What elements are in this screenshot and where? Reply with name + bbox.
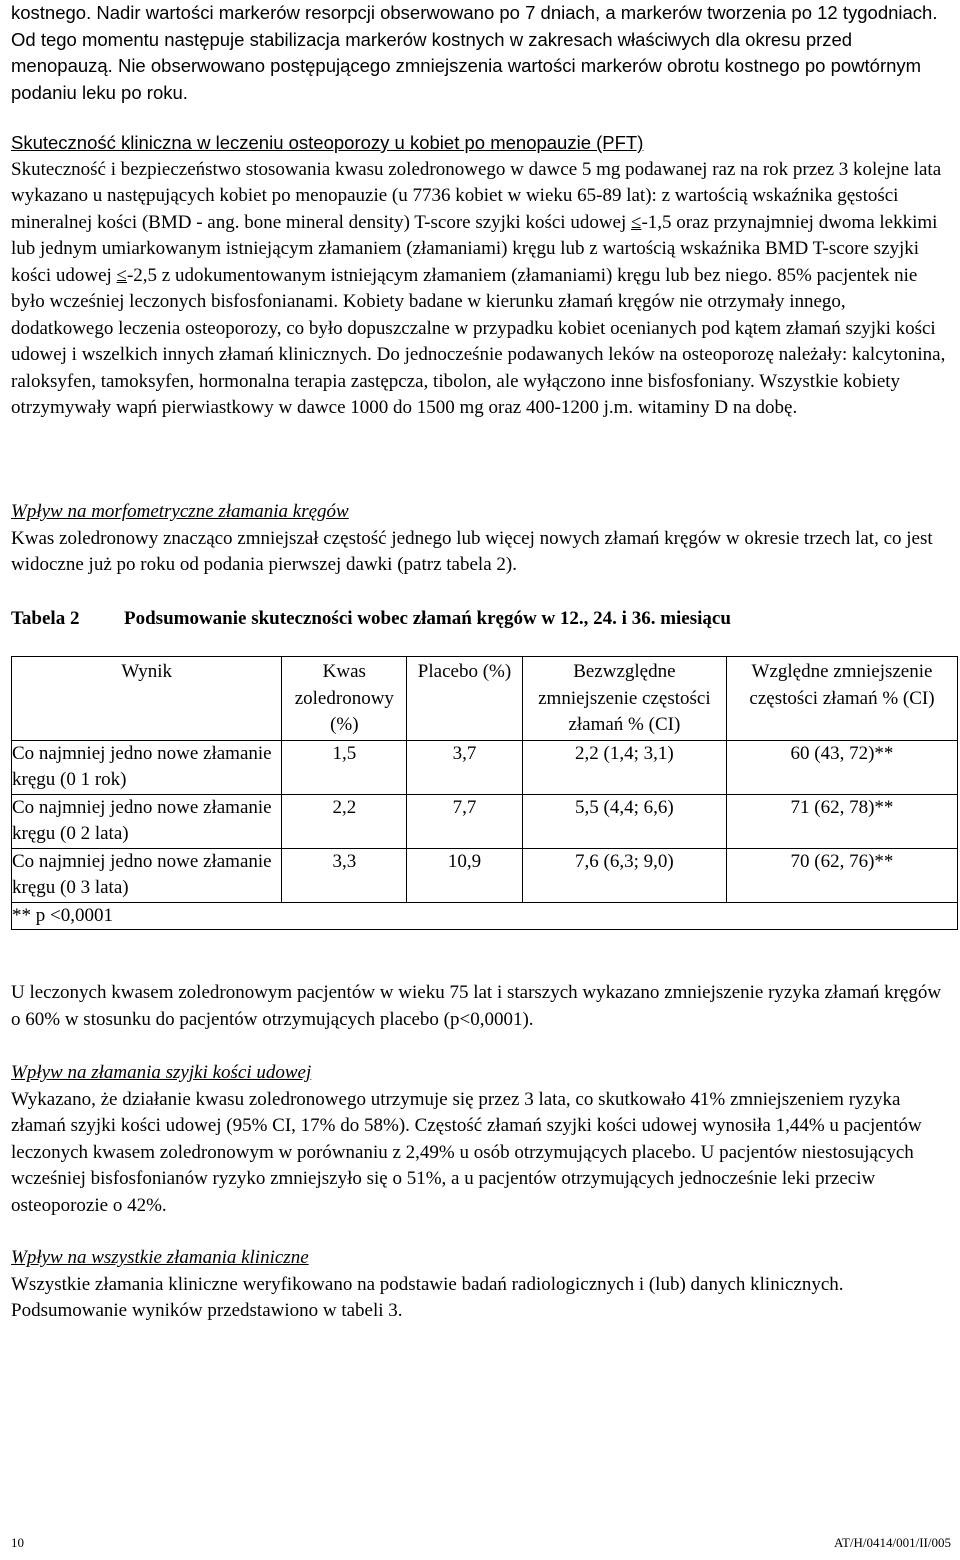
pft-heading: Skuteczność kliniczna w leczeniu osteoporozy u kobiet po menopauzie (PFT) (11, 132, 644, 153)
header-placebo: Placebo (%) (407, 657, 523, 741)
table-row (12, 740, 958, 794)
cell-placebo: 7,7 (407, 794, 523, 848)
table-row (12, 848, 958, 902)
intro-paragraph: kostnego. Nadir wartości markerów resorpcji obserwowano po 7 dniach, a markerów tworzenia po 12 tygodniach. Od tego momentu następuje stabilizacja markerów kostnych w zakresach właściwych dla okresu przed menopauzą. Nie obserwowano postępującego zmniejszenia wartości markerów obrotu kostnego po powtórnym podaniu leku po roku. (11, 2, 938, 103)
pft-section (11, 130, 951, 422)
le-symbol: ≤ (631, 211, 642, 233)
cell-absolute: 7,6 (6,3; 9,0) (522, 848, 726, 902)
page-number: 10 (11, 1535, 24, 1550)
header-zoledronic: Kwas zoledronowy (%) (282, 657, 407, 741)
morphometric-section (11, 499, 951, 579)
morphometric-paragraph: Kwas zoledronowy znacząco zmniejszał częstość jednego lub więcej nowych złamań kręgów w okresie trzech lat, co jest widoczne już po roku od podania pierwszej dawki (patrz tabela 2). (11, 527, 933, 575)
pft-text-part2: -1,5 oraz przynajmniej dwoma lekkimi lub jednym umiarkowanym istniejącym złamaniem (złamaniami) kręgu lub z wartością wskaźnika BMD T-score szyjki kości udowej (11, 211, 938, 286)
hip-fracture-section (11, 1060, 951, 1219)
table-label: Tabela 2 (11, 608, 80, 629)
cell-absolute: 5,5 (4,4; 6,6) (522, 794, 726, 848)
results-table (11, 656, 958, 930)
elderly-paragraph: U leczonych kwasem zoledronowym pacjentów w wieku 75 lat i starszych wykazano zmniejszenie ryzyka złamań kręgów o 60% w stosunku do pacjentów otrzymujących placebo (p<0,0001). (11, 982, 942, 1030)
cell-zoledronic: 2,2 (282, 794, 407, 848)
le-symbol: ≤ (116, 264, 127, 286)
table-footnote: ** p <0,0001 (12, 902, 958, 930)
hip-fracture-heading: Wpływ na złamania szyjki kości udowej (11, 1062, 312, 1083)
all-fractures-paragraph: Wszystkie złamania kliniczne weryfikowano na podstawie badań radiologicznych i (lub) danych klinicznych. Podsumowanie wyników przedstawiono w tabeli 3. (11, 1273, 844, 1321)
table-footnote-row (12, 902, 958, 930)
document-code: AT/H/0414/001/II/005 (834, 1535, 951, 1550)
cell-absolute: 2,2 (1,4; 3,1) (522, 740, 726, 794)
cell-zoledronic: 1,5 (282, 740, 407, 794)
pft-paragraph (11, 157, 951, 422)
all-fractures-section (11, 1245, 951, 1325)
morphometric-heading: Wpływ na morfometryczne złamania kręgów (11, 501, 349, 522)
all-fractures-heading: Wpływ na wszystkie złamania kliniczne (11, 1247, 309, 1268)
cell-relative: 71 (62, 78)** (726, 794, 957, 848)
row-label: Co najmniej jedno nowe złamanie kręgu (0 2 lata) (12, 794, 282, 848)
header-relative-reduction: Względne zmniejszenie częstości złamań % (CI) (726, 657, 957, 741)
pft-text-part1: Skuteczność i bezpieczeństwo stosowania kwasu zoledronowego w dawce 5 mg podawanej raz na rok przez 3 kolejne lata wykazano u następujących kobiet po menopauzie (u 7736 kobiet w wieku 65-89 lat): z wartością wskaźnika gęstości mineralnej kości (BMD - ang. bone mineral density) T-score szyjki kości udowej (11, 158, 942, 233)
cell-relative: 60 (43, 72)** (726, 740, 957, 794)
cell-relative: 70 (62, 76)** (726, 848, 957, 902)
cell-placebo: 10,9 (407, 848, 523, 902)
table-row (12, 794, 958, 848)
hip-fracture-paragraph: Wykazano, że działanie kwasu zoledronowego utrzymuje się przez 3 lata, co skutkowało 41% zmniejszeniem ryzyka złamań szyjki kości udowej (95% CI, 17% do 58%). Częstość złamań szyjki kości udowej wynosiła 1,44% u pacjentów leczonych kwasem zoledronowym w porównaniu z 2,49% u osób otrzymujących placebo. U pacjentów niestosujących wcześniej bisfosfonianów ryzyko zmniejszyło się o 51%, a u pacjentów otrzymujących jednocześnie leki przeciw osteoporozie o 42%. (11, 1088, 922, 1216)
row-label: Co najmniej jedno nowe złamanie kręgu (0 3 lata) (12, 848, 282, 902)
table-header-row (12, 657, 958, 741)
header-absolute-reduction: Bezwzględne zmniejszenie częstości złamań % (CI) (522, 657, 726, 741)
table-title: Podsumowanie skuteczności wobec złamań kręgów w 12., 24. i 36. miesiącu (124, 608, 731, 629)
row-label: Co najmniej jedno nowe złamanie kręgu (0 1 rok) (12, 740, 282, 794)
pft-text-part3: -2,5 z udokumentowanym istniejącym złamaniem (złamaniami) kręgu lub bez niego. 85% pacjentek nie było wcześniej leczonych bisfosfonianami. Kobiety badane w kierunku złamań kręgów nie otrzymały innego, dodatkowego leczenia osteoporozy, co było dopuszczalne w przypadku kobiet ocenianych pod kątem złamań szyjki kości udowej i wszelkich innych złamań klinicznych. Do jednocześnie podawanych leków na osteoporozę należały: kalcytonina, raloksyfen, tamoksyfen, hormonalna terapia zastępcza, tibolon, ale wyłączono inne bisfosfoniany. Wszystkie kobiety otrzymywały wapń pierwiastkowy w dawce 1000 do 1500 mg oraz 400-1200 j.m. witaminy D na dobę. (11, 264, 946, 418)
header-outcome: Wynik (12, 657, 282, 741)
cell-zoledronic: 3,3 (282, 848, 407, 902)
cell-placebo: 3,7 (407, 740, 523, 794)
